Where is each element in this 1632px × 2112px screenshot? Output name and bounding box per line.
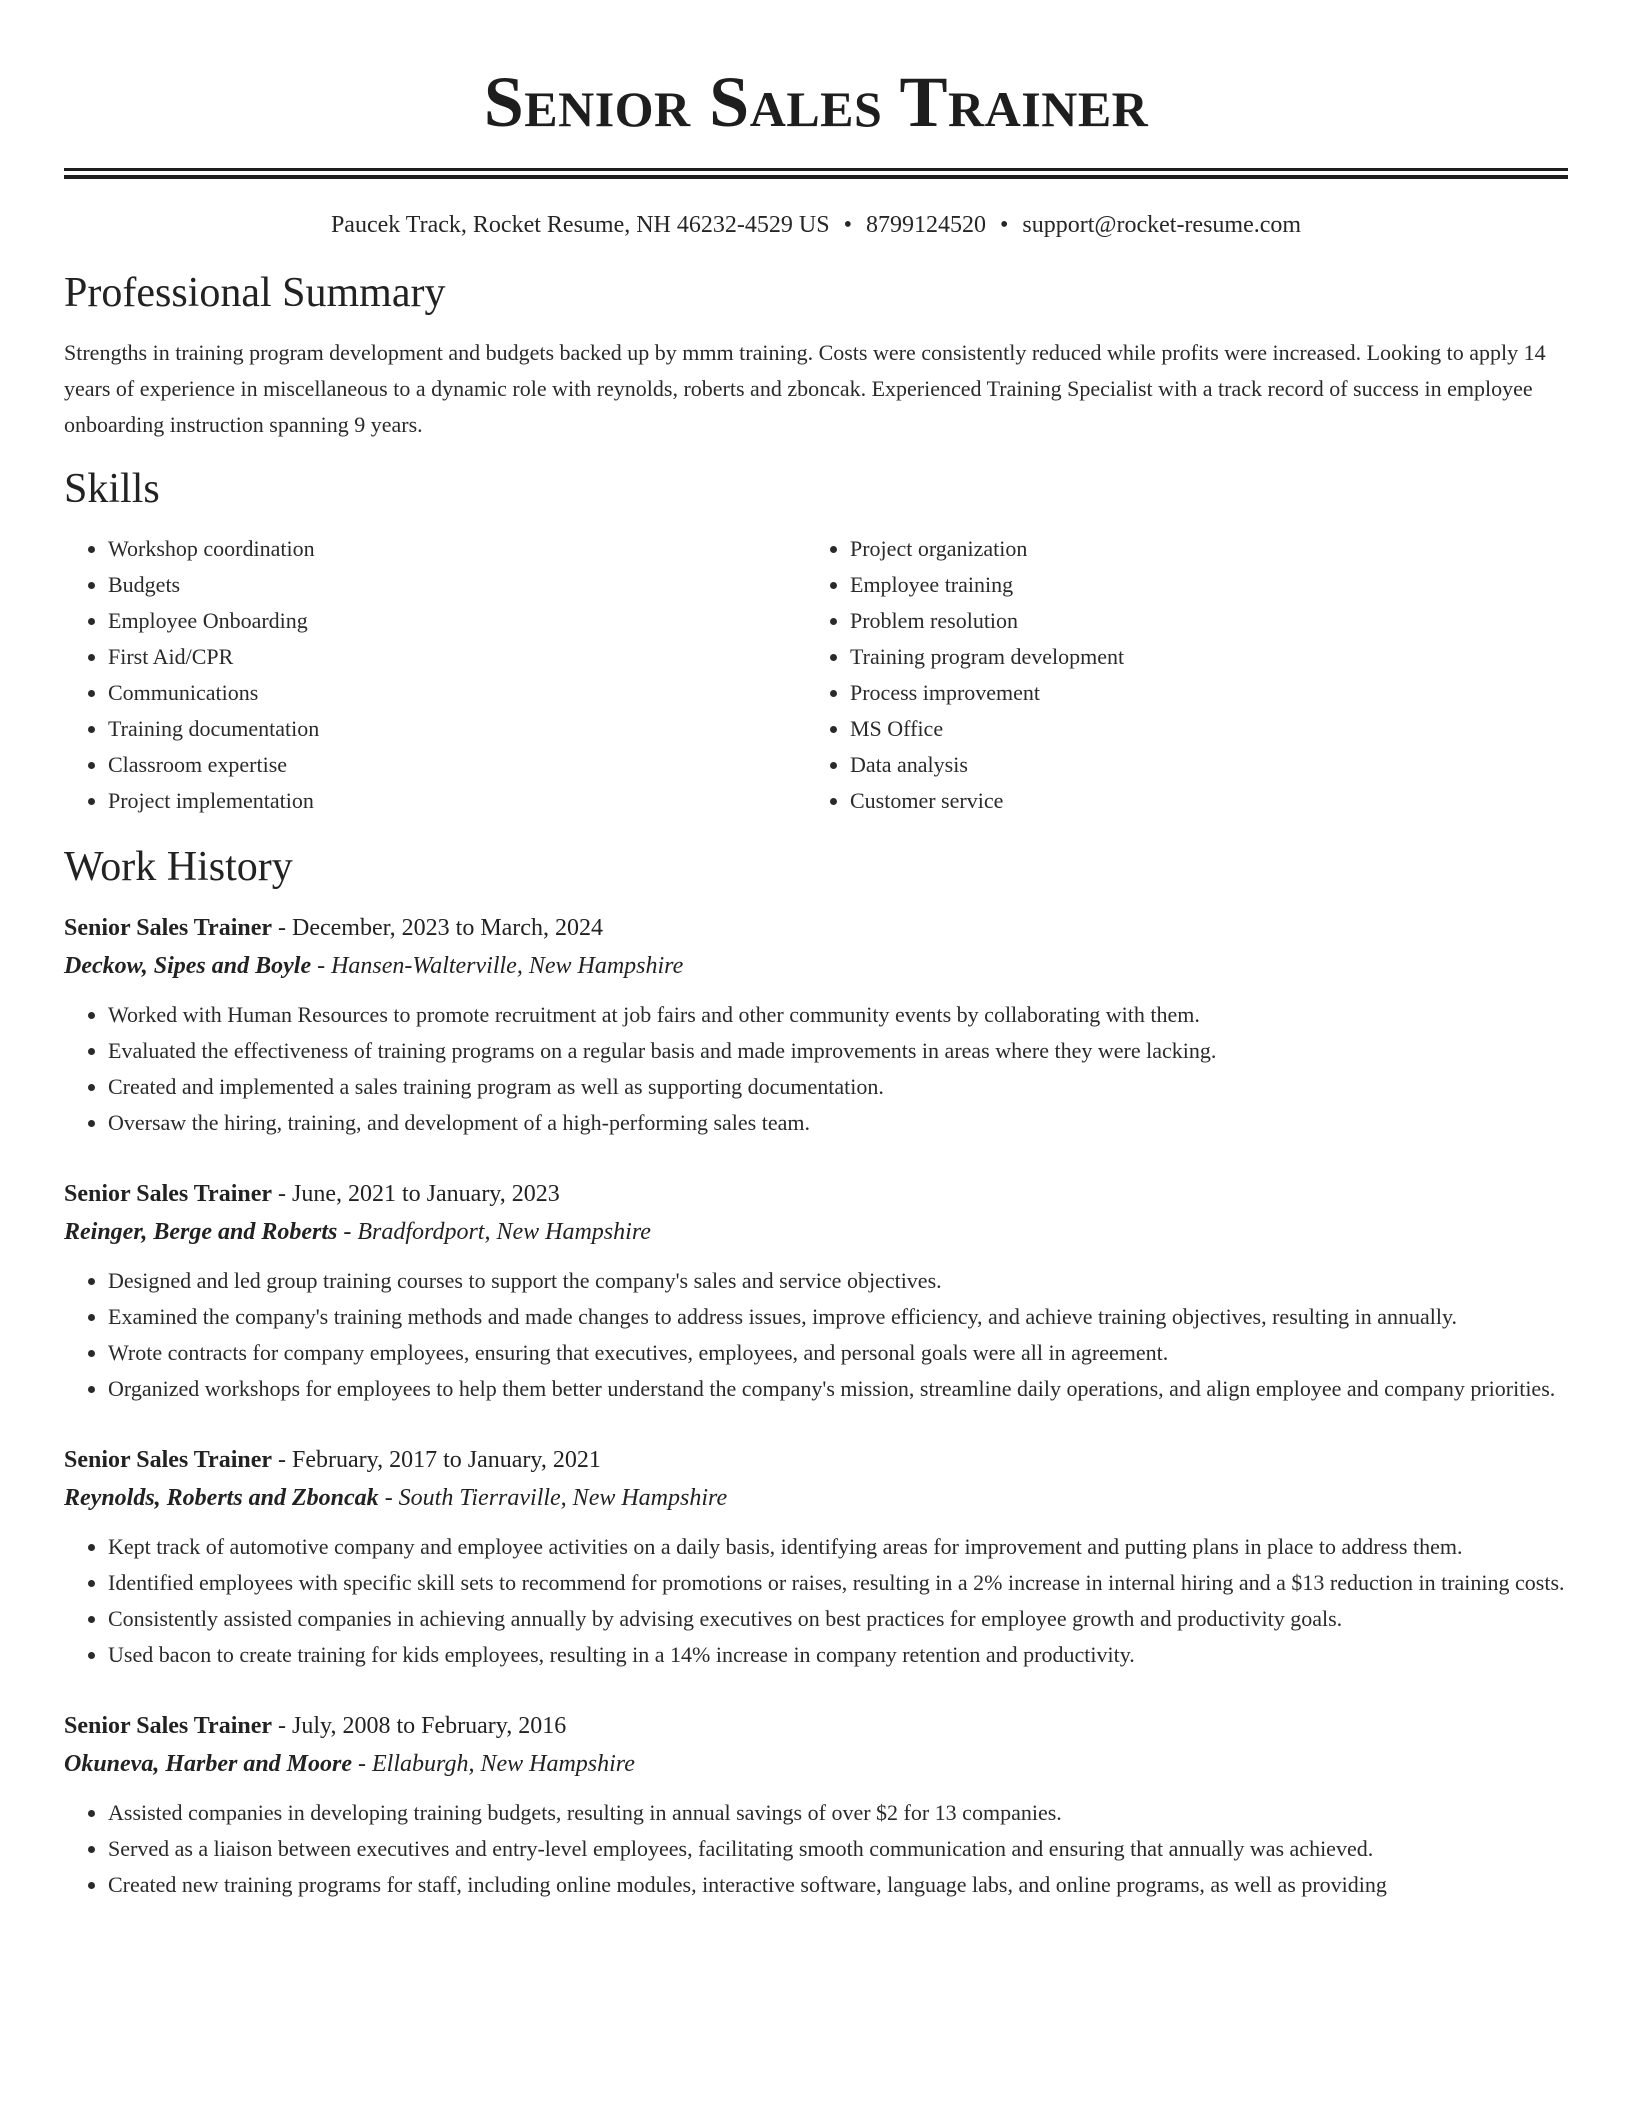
job-employer: Reynolds, Roberts and Zboncak bbox=[64, 1485, 379, 1511]
job-location: - Bradfordport, New Hampshire bbox=[337, 1219, 651, 1245]
job-title: Senior Sales Trainer bbox=[64, 1181, 273, 1207]
skills-column-left bbox=[64, 531, 806, 819]
job-employer: Okuneva, Harber and Moore bbox=[64, 1751, 353, 1777]
job-bullet-list bbox=[64, 1795, 1568, 1903]
skill-item: • Communications bbox=[108, 675, 806, 711]
job-entry bbox=[64, 1175, 1568, 1407]
contact-separator: • bbox=[843, 212, 852, 238]
job-bullet: • Kept track of automotive company and employee activities on a daily basis, identifying areas for improvement and putting plans in place to address them. bbox=[108, 1529, 1568, 1565]
job-title-line bbox=[64, 909, 1568, 947]
skill-item: • Training documentation bbox=[108, 711, 806, 747]
job-dates: - July, 2008 to February, 2016 bbox=[272, 1713, 567, 1739]
job-location: - South Tierraville, New Hampshire bbox=[378, 1485, 728, 1511]
skill-item: • Employee training bbox=[850, 567, 1548, 603]
job-employer-line bbox=[64, 947, 1568, 985]
contact-address: Paucek Track, Rocket Resume, NH 46232-4529 US bbox=[330, 212, 830, 238]
job-bullet: • Worked with Human Resources to promote recruitment at job fairs and other community events by collaborating with them. bbox=[108, 997, 1568, 1033]
skill-item: • Training program development bbox=[850, 639, 1548, 675]
job-employer-line bbox=[64, 1745, 1568, 1783]
skill-item: • Budgets bbox=[108, 567, 806, 603]
summary-text: Strengths in training program development and budgets backed up by mmm training. Costs were consistently reduced while profits were increased. Looking to apply 14 years of experience in miscellaneous to a dynamic role with reynolds, roberts and zboncak. Experienced Training Specialist with a track record of success in employee onboarding instruction spanning 9 years. bbox=[64, 340, 1546, 437]
job-bullet: • Wrote contracts for company employees, ensuring that executives, employees, and personal goals were all in agreement. bbox=[108, 1335, 1568, 1371]
job-bullet: • Assisted companies in developing training budgets, resulting in annual savings of over $2 for 13 companies. bbox=[108, 1795, 1568, 1831]
job-title-line bbox=[64, 1707, 1568, 1745]
skill-item: • Workshop coordination bbox=[108, 531, 806, 567]
job-bullet: • Oversaw the hiring, training, and development of a high-performing sales team. bbox=[108, 1105, 1568, 1141]
contact-phone: 8799124520 bbox=[865, 212, 986, 238]
job-bullet-list bbox=[64, 1263, 1568, 1407]
job-bullet: • Organized workshops for employees to help them better understand the company's mission, streamline daily operations, and align employee and company priorities. bbox=[108, 1371, 1568, 1407]
job-employer-line bbox=[64, 1213, 1568, 1251]
skill-item: • Employee Onboarding bbox=[108, 603, 806, 639]
skill-item: • Customer service bbox=[850, 783, 1548, 819]
summary-heading: Professional Summary bbox=[64, 270, 446, 316]
job-entry bbox=[64, 1441, 1568, 1673]
job-bullet: • Identified employees with specific skill sets to recommend for promotions or raises, resulting in a 2% increase in internal hiring and a $13 reduction in training costs. bbox=[108, 1565, 1568, 1601]
job-bullet-list bbox=[64, 997, 1568, 1141]
skills-grid bbox=[64, 531, 1568, 819]
contact-separator: • bbox=[999, 212, 1009, 238]
job-bullet: • Examined the company's training methods and made changes to address issues, improve efficiency, and achieve training objectives, resulting in annually. bbox=[108, 1299, 1568, 1335]
job-bullet: • Designed and led group training courses to support the company's sales and service objectives. bbox=[108, 1263, 1568, 1299]
job-dates: - February, 2017 to January, 2021 bbox=[272, 1447, 601, 1473]
job-employer: Deckow, Sipes and Boyle bbox=[64, 953, 312, 979]
work-history-heading: Work History bbox=[64, 844, 293, 890]
skills-heading: Skills bbox=[64, 466, 160, 512]
job-dates: - December, 2023 to March, 2024 bbox=[272, 915, 603, 941]
skill-item: • Project implementation bbox=[108, 783, 806, 819]
job-bullet: • Consistently assisted companies in achieving annually by advising executives on best practices for employee growth and productivity goals. bbox=[108, 1601, 1568, 1637]
skill-item: • First Aid/CPR bbox=[108, 639, 806, 675]
job-title: Senior Sales Trainer bbox=[64, 915, 273, 941]
job-title-line bbox=[64, 1175, 1568, 1213]
job-bullet-list bbox=[64, 1529, 1568, 1673]
job-employer: Reinger, Berge and Roberts bbox=[64, 1219, 338, 1245]
job-title: Senior Sales Trainer bbox=[64, 1447, 273, 1473]
job-bullet: • Created and implemented a sales training program as well as supporting documentation. bbox=[108, 1069, 1568, 1105]
job-bullet: • Created new training programs for staff, including online modules, interactive software, language labs, and online programs, as well as providing bbox=[108, 1867, 1568, 1903]
skills-column-right bbox=[806, 531, 1548, 819]
title-divider bbox=[64, 168, 1568, 179]
skill-item: • Data analysis bbox=[850, 747, 1548, 783]
skill-item: • Process improvement bbox=[850, 675, 1548, 711]
job-entry bbox=[64, 1707, 1568, 1903]
job-bullet: • Evaluated the effectiveness of training programs on a regular basis and made improvements in areas where they were lacking. bbox=[108, 1033, 1568, 1069]
job-location: - Hansen-Walterville, New Hampshire bbox=[311, 953, 684, 979]
job-bullet: • Served as a liaison between executives and entry-level employees, facilitating smooth communication and ensuring that annually was achieved. bbox=[108, 1831, 1568, 1867]
page-title: Senior Sales Trainer bbox=[483, 62, 1149, 142]
job-employer-line bbox=[64, 1479, 1568, 1517]
skill-item: • MS Office bbox=[850, 711, 1548, 747]
skill-item: • Classroom expertise bbox=[108, 747, 806, 783]
job-location: - Ellaburgh, New Hampshire bbox=[352, 1751, 635, 1777]
contact-line bbox=[64, 207, 1568, 243]
skill-item: • Problem resolution bbox=[850, 603, 1548, 639]
resume-page bbox=[64, 0, 1568, 1903]
job-title: Senior Sales Trainer bbox=[64, 1713, 273, 1739]
job-entry bbox=[64, 909, 1568, 1141]
skill-item: • Project organization bbox=[850, 531, 1548, 567]
job-title-line bbox=[64, 1441, 1568, 1479]
job-bullet: • Used bacon to create training for kids employees, resulting in a 14% increase in company retention and productivity. bbox=[108, 1637, 1568, 1673]
job-dates: - June, 2021 to January, 2023 bbox=[272, 1181, 560, 1207]
contact-email: support@rocket-resume.com bbox=[1022, 212, 1302, 238]
